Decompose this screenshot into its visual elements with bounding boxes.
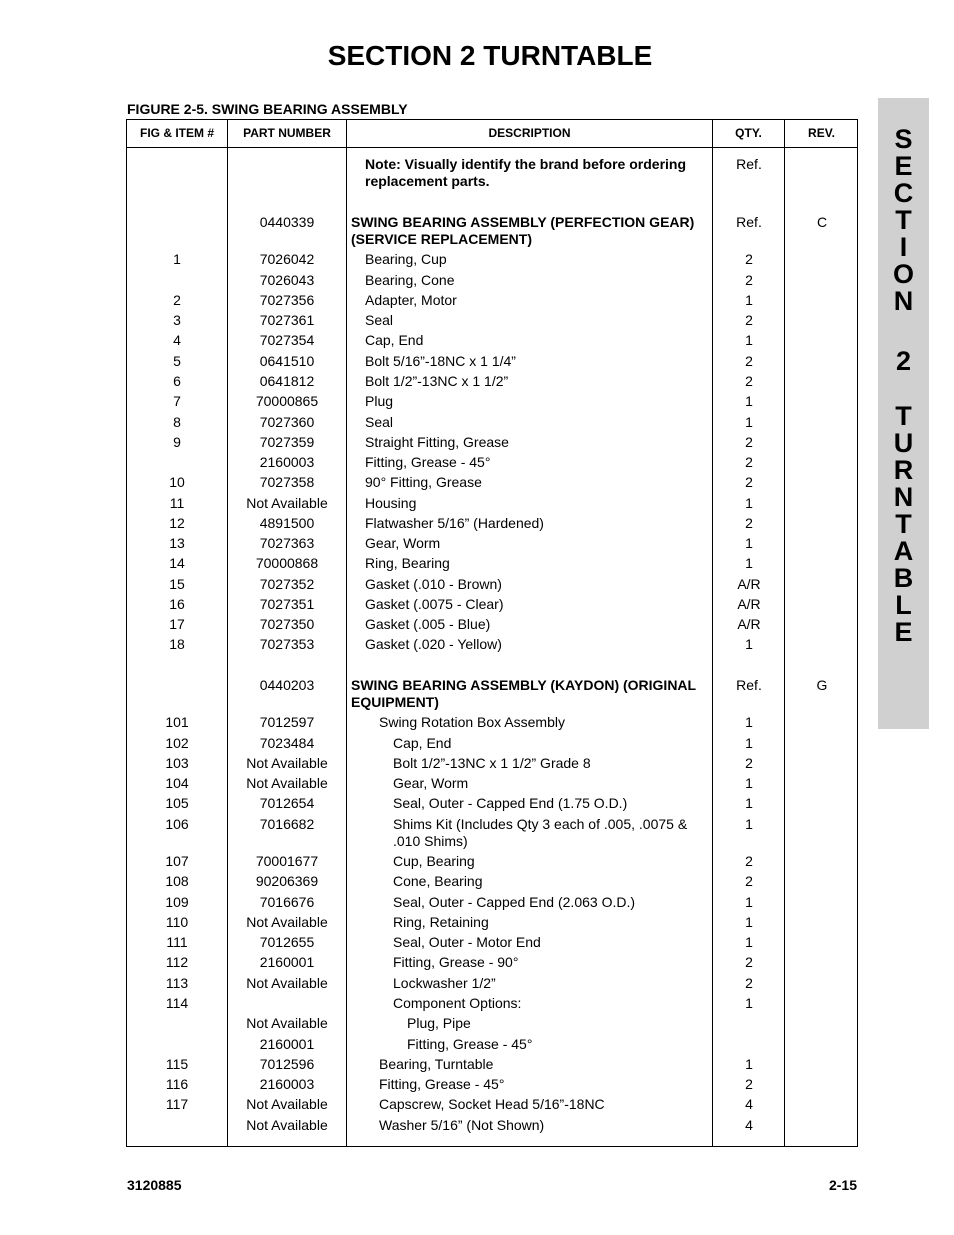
qty-cell: 2 (745, 975, 753, 991)
rev-cell: C (816, 214, 828, 230)
qty-cell: Ref. (736, 214, 762, 230)
fig-item-cell: 14 (169, 555, 185, 571)
description-cell: Straight Fitting, Grease (365, 434, 509, 450)
description-cell: Plug, Pipe (407, 1015, 471, 1031)
description-cell: Gear, Worm (393, 775, 469, 791)
fig-item-cell: 113 (165, 975, 189, 991)
rev-cell: G (816, 677, 828, 693)
qty-cell: 1 (745, 292, 753, 308)
side-tab-letter: T (895, 509, 912, 539)
fig-item-cell: 13 (169, 535, 185, 551)
part-number-cell: 7012655 (259, 934, 315, 950)
qty-cell: 2 (745, 272, 753, 288)
description-cell: Seal, Outer - Motor End (393, 934, 541, 950)
qty-cell: 1 (745, 775, 753, 791)
fig-item-cell: 104 (165, 775, 189, 791)
fig-item-cell: 115 (165, 1056, 189, 1072)
part-number-cell: Not Available (246, 1096, 328, 1112)
side-tab-letter: 2 (895, 346, 912, 376)
description-cell: Cup, Bearing (393, 853, 475, 869)
fig-item-cell: 116 (165, 1076, 189, 1092)
side-tab-letter: L (895, 590, 912, 620)
part-number-cell: 7012596 (259, 1056, 315, 1072)
qty-cell: A/R (737, 616, 761, 632)
section-title: SECTION 2 TURNTABLE (327, 40, 653, 71)
part-number-cell: 70000868 (255, 555, 319, 571)
qty-cell: 2 (745, 755, 753, 771)
side-tab-letter: T (895, 205, 912, 235)
part-number-cell: 7027359 (259, 434, 315, 450)
column-divider (784, 120, 785, 1146)
description-cell: Seal, Outer - Capped End (1.75 O.D.) (393, 795, 628, 811)
description-cell: Swing Rotation Box Assembly (379, 714, 565, 730)
qty-cell: 4 (745, 1117, 753, 1133)
side-tab-letter: S (894, 124, 913, 154)
part-number-cell: 7027352 (259, 576, 315, 592)
part-number-cell: 2160001 (259, 954, 315, 970)
description-cell: Cap, End (393, 735, 452, 751)
description-cell: Ring, Bearing (365, 555, 450, 571)
fig-item-cell: 117 (165, 1096, 189, 1112)
description-cell: Bearing, Turntable (379, 1056, 494, 1072)
description-cell: Seal, Outer - Capped End (2.063 O.D.) (393, 894, 636, 910)
fig-item-cell: 16 (169, 596, 185, 612)
qty-cell: Ref. (736, 677, 762, 693)
qty-cell: 1 (745, 535, 753, 551)
part-number-cell: 7027354 (259, 332, 315, 348)
qty-cell: A/R (737, 596, 761, 612)
fig-item-cell: 102 (165, 735, 189, 751)
qty-cell: 4 (745, 1096, 753, 1112)
part-number-cell: 7026043 (259, 272, 315, 288)
part-number-cell: 2160003 (259, 1076, 315, 1092)
fig-item-cell: 7 (173, 393, 181, 409)
page-number: 2-15 (828, 1177, 857, 1193)
fig-item-cell: 101 (165, 714, 189, 730)
qty-cell: 2 (745, 853, 753, 869)
description-cell: Gear, Worm (365, 535, 441, 551)
fig-item-cell: 103 (165, 755, 189, 771)
parts-table (126, 119, 858, 1147)
description-cell: Plug (365, 393, 394, 409)
fig-item-cell: 4 (173, 332, 181, 348)
description-cell: Seal (365, 312, 394, 328)
fig-item-cell: 17 (169, 616, 185, 632)
qty-cell: 1 (745, 995, 753, 1011)
part-number-cell: 7026042 (259, 251, 315, 267)
part-number-cell: 0641510 (259, 353, 315, 369)
description-cell: Adapter, Motor (365, 292, 457, 308)
header-fig-item: FIG & ITEM # (139, 126, 214, 140)
qty-cell: 1 (745, 414, 753, 430)
fig-item-cell: 11 (169, 495, 185, 511)
qty-cell: Ref. (736, 156, 762, 172)
description-cell: Fitting, Grease - 45° (365, 454, 491, 470)
qty-cell: 1 (745, 495, 753, 511)
part-number-cell: 70000865 (255, 393, 319, 409)
header-part-number: PART NUMBER (243, 126, 331, 140)
description-cell: Shims Kit (Includes Qty 3 each of .005, .0075 & .010 Shims) (393, 816, 688, 849)
qty-cell: A/R (737, 576, 761, 592)
qty-cell: 2 (745, 454, 753, 470)
description-cell: Note: Visually identify the brand before ordering replacement parts. (365, 156, 687, 189)
fig-item-cell: 112 (165, 954, 189, 970)
figure-title: FIGURE 2-5. SWING BEARING ASSEMBLY (127, 101, 408, 117)
description-cell: Lockwasher 1/2” (393, 975, 496, 991)
description-cell: Fitting, Grease - 45° (379, 1076, 505, 1092)
fig-item-cell: 18 (169, 636, 185, 652)
fig-item-cell: 8 (173, 414, 181, 430)
description-cell: Gasket (.0075 - Clear) (365, 596, 504, 612)
description-cell: Fitting, Grease - 90° (393, 954, 519, 970)
qty-cell: 2 (745, 474, 753, 490)
part-number-cell: 7027356 (259, 292, 315, 308)
part-number-cell: 90206369 (255, 873, 319, 889)
qty-cell: 2 (745, 353, 753, 369)
qty-cell: 1 (745, 636, 753, 652)
qty-cell: 2 (745, 373, 753, 389)
qty-cell: 1 (745, 714, 753, 730)
part-number-cell: 7027358 (259, 474, 315, 490)
part-number-cell: 7023484 (259, 735, 315, 751)
section-side-tab (878, 98, 929, 729)
qty-cell: 1 (745, 816, 753, 832)
part-number-cell: 7027353 (259, 636, 315, 652)
part-number-cell: 7012597 (259, 714, 315, 730)
description-cell: Ring, Retaining (393, 914, 489, 930)
qty-cell: 2 (745, 873, 753, 889)
description-cell: Bolt 5/16”-18NC x 1 1/4” (365, 353, 516, 369)
fig-item-cell: 15 (169, 576, 185, 592)
side-tab-letter: A (893, 536, 914, 566)
side-tab-letter: R (893, 455, 914, 485)
fig-item-cell: 12 (169, 515, 185, 531)
qty-cell: 1 (745, 1056, 753, 1072)
qty-cell: 1 (745, 795, 753, 811)
fig-item-cell: 114 (165, 995, 189, 1011)
part-number-cell: Not Available (246, 775, 328, 791)
fig-item-cell: 3 (173, 312, 181, 328)
side-tab-letter: B (893, 563, 914, 593)
qty-cell: 2 (745, 251, 753, 267)
column-divider (346, 120, 347, 1146)
part-number-cell: Not Available (246, 755, 328, 771)
table-header (127, 120, 857, 148)
fig-item-cell: 9 (173, 434, 181, 450)
part-number-cell: 7027361 (259, 312, 315, 328)
description-cell: Fitting, Grease - 45° (407, 1036, 533, 1052)
side-tab-letter: T (895, 401, 912, 431)
part-number-cell: 7016676 (259, 894, 315, 910)
side-tab-letter: E (894, 617, 913, 647)
part-number-cell: 4891500 (259, 515, 315, 531)
description-cell: Seal (365, 414, 394, 430)
part-number-cell: 7027350 (259, 616, 315, 632)
side-tab-letter: O (892, 259, 914, 289)
fig-item-cell: 111 (166, 934, 188, 950)
description-cell: Bolt 1/2”-13NC x 1 1/2” Grade 8 (393, 755, 591, 771)
qty-cell: 1 (745, 393, 753, 409)
description-cell: Bolt 1/2”-13NC x 1 1/2” (365, 373, 509, 389)
part-number-cell: Not Available (246, 975, 328, 991)
part-number-cell: Not Available (246, 495, 328, 511)
part-number-cell: 7016682 (259, 816, 315, 832)
fig-item-cell: 110 (165, 914, 189, 930)
description-cell: Cap, End (365, 332, 424, 348)
fig-item-cell: 5 (173, 353, 181, 369)
header-qty: QTY. (735, 126, 762, 140)
qty-cell: 2 (745, 1076, 753, 1092)
fig-item-cell: 107 (165, 853, 189, 869)
part-number-cell: 0440203 (259, 677, 315, 693)
part-number-cell: 7012654 (259, 795, 315, 811)
qty-cell: 2 (745, 954, 753, 970)
fig-item-cell: 106 (165, 816, 189, 832)
part-number-cell: Not Available (246, 914, 328, 930)
description-cell: Washer 5/16” (Not Shown) (379, 1117, 545, 1133)
qty-cell: 1 (745, 934, 753, 950)
side-tab-letter: C (893, 178, 914, 208)
part-number-cell: Not Available (246, 1015, 328, 1031)
part-number-cell: 7027351 (259, 596, 315, 612)
fig-item-cell: 2 (173, 292, 181, 308)
description-cell: Gasket (.020 - Yellow) (365, 636, 502, 652)
description-cell: Cone, Bearing (393, 873, 483, 889)
description-cell: 90° Fitting, Grease (365, 474, 482, 490)
part-number-cell: 7027363 (259, 535, 315, 551)
description-cell: Bearing, Cone (365, 272, 455, 288)
description-cell: Capscrew, Socket Head 5/16”-18NC (379, 1096, 605, 1112)
column-divider (712, 120, 713, 1146)
side-tab-letter: U (893, 428, 914, 458)
part-number-cell: 7027360 (259, 414, 315, 430)
fig-item-cell: 108 (165, 873, 189, 889)
fig-item-cell: 105 (165, 795, 189, 811)
description-cell: Gasket (.010 - Brown) (365, 576, 502, 592)
qty-cell: 1 (745, 555, 753, 571)
description-cell: Gasket (.005 - Blue) (365, 616, 491, 632)
part-number-cell: 70001677 (255, 853, 319, 869)
qty-cell: 2 (745, 312, 753, 328)
qty-cell: 1 (745, 914, 753, 930)
part-number-cell: 0641812 (259, 373, 315, 389)
fig-item-cell: 6 (173, 373, 181, 389)
description-cell: Housing (365, 495, 417, 511)
side-tab-letter: E (894, 151, 913, 181)
description-cell: Component Options: (393, 995, 522, 1011)
description-cell: Bearing, Cup (365, 251, 447, 267)
qty-cell: 1 (745, 735, 753, 751)
qty-cell: 1 (745, 894, 753, 910)
header-description: DESCRIPTION (488, 126, 571, 140)
qty-cell: 2 (745, 434, 753, 450)
description-cell: SWING BEARING ASSEMBLY (KAYDON) (ORIGINAL EQUIPMENT) (351, 677, 696, 710)
part-number-cell: Not Available (246, 1117, 328, 1133)
fig-item-cell: 10 (169, 474, 185, 490)
part-number-cell: 0440339 (259, 214, 315, 230)
fig-item-cell: 109 (165, 894, 189, 910)
description-cell: SWING BEARING ASSEMBLY (PERFECTION GEAR) (SERVICE REPLACEMENT) (351, 214, 695, 247)
side-tab-letter: I (899, 232, 908, 262)
side-tab-letter: N (893, 482, 914, 512)
part-number-cell: 2160003 (259, 454, 315, 470)
side-tab-letter: N (893, 286, 914, 316)
description-cell: Flatwasher 5/16” (Hardened) (365, 515, 544, 531)
qty-cell: 2 (745, 515, 753, 531)
part-number-cell: 2160001 (259, 1036, 315, 1052)
qty-cell: 1 (745, 332, 753, 348)
fig-item-cell: 1 (173, 251, 181, 267)
header-rev: REV. (808, 126, 835, 140)
document-number: 3120885 (127, 1177, 182, 1193)
